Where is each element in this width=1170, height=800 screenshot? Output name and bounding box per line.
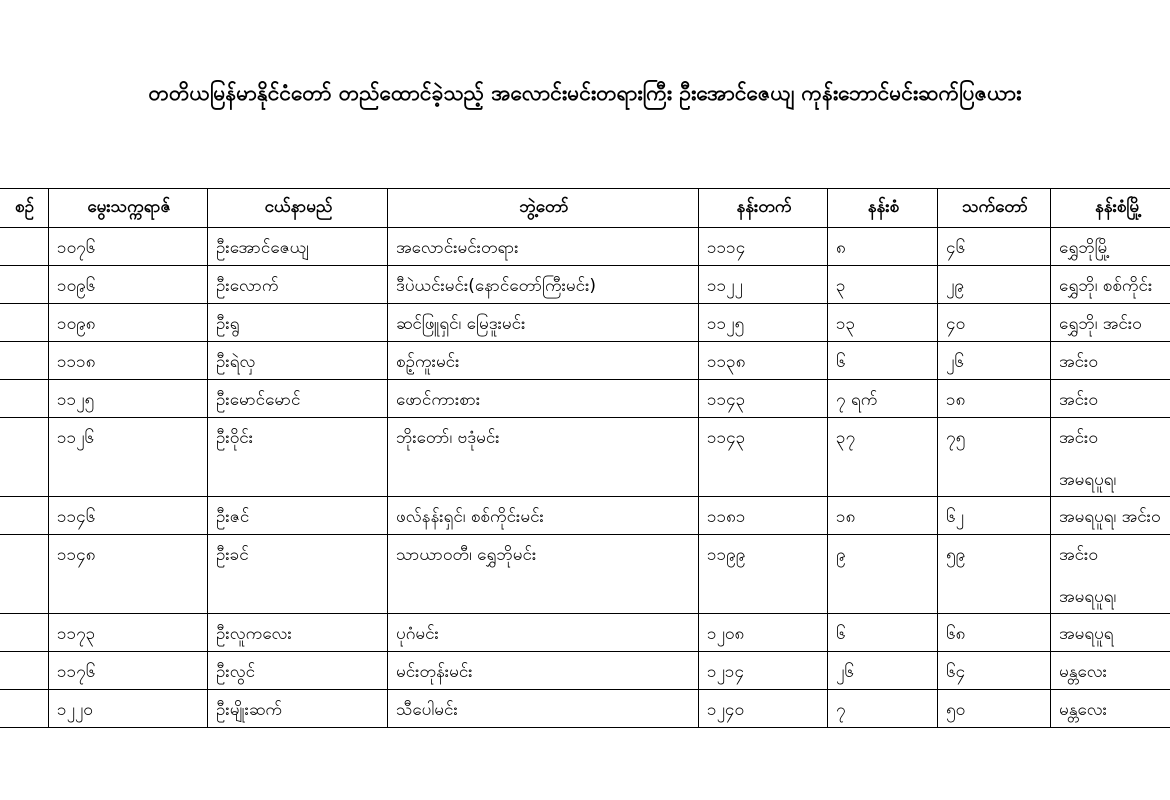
- cell-royal-title: ဘိုးတော်၊ ဗဒုံမင်း: [388, 418, 699, 497]
- table-row: [0, 304, 1170, 342]
- column-header-capital: နန်းစံမြို့: [1051, 189, 1170, 228]
- cell-number: [0, 342, 49, 380]
- table-row: [0, 497, 1170, 535]
- capital-line: မန္တလေး: [1059, 662, 1107, 682]
- cell-birth-year: ၁၁၂၆: [49, 418, 208, 497]
- cell-childhood-name: ဦးမျိုးဆက်: [208, 690, 388, 728]
- cell-accession: ၁၁၁၄: [699, 228, 828, 266]
- cell-royal-title: စဉ့်ကူးမင်း: [388, 342, 699, 380]
- table-body: [0, 228, 1170, 728]
- capital-line: အင်းဝ: [1059, 545, 1098, 565]
- cell-birth-year: ၁၀၇၆: [49, 228, 208, 266]
- cell-childhood-name: ဦးမောင်မောင်: [208, 380, 388, 418]
- cell-capital: [1051, 342, 1170, 380]
- cell-number: [0, 652, 49, 690]
- column-header-age: သက်တော်: [938, 189, 1051, 228]
- table-row: [0, 652, 1170, 690]
- cell-birth-year: ၁၀၉၆: [49, 266, 208, 304]
- column-header-birth-year: မွေးသက္ကရာဇ်: [49, 189, 208, 228]
- cell-accession: ၁၂၀၈: [699, 614, 828, 652]
- table-header-row: [0, 189, 1170, 228]
- cell-age: ၂၉: [938, 266, 1051, 304]
- table-row: [0, 380, 1170, 418]
- cell-birth-year: ၁၁၇၆: [49, 652, 208, 690]
- cell-reign-length: ၁၃: [828, 304, 938, 342]
- column-header-reign-length: နန်းစံ: [828, 189, 938, 228]
- capital-line: အင်းဝ: [1059, 390, 1098, 410]
- cell-capital: [1051, 690, 1170, 728]
- cell-reign-length: ၇: [828, 690, 938, 728]
- cell-royal-title: ဖောင်ကားစား: [388, 380, 699, 418]
- cell-reign-length: ၉: [828, 535, 938, 614]
- table-row: [0, 418, 1170, 497]
- cell-birth-year: ၁၁၇၃: [49, 614, 208, 652]
- capital-line: ရွှေဘို၊ စစ်ကိုင်း: [1059, 276, 1153, 296]
- cell-age: ၁၈: [938, 380, 1051, 418]
- capital-line: ရွှေဘို၊ အင်းဝ: [1059, 314, 1142, 334]
- cell-birth-year: ၁၁၁၈: [49, 342, 208, 380]
- cell-age: ၇၅: [938, 418, 1051, 497]
- cell-royal-title: ဆင်ဖြူရှင်၊ မြေဒူးမင်း: [388, 304, 699, 342]
- cell-accession: ၁၁၂၅: [699, 304, 828, 342]
- capital-line: အင်းဝ: [1059, 428, 1098, 448]
- cell-birth-year: ၁၀၉၈: [49, 304, 208, 342]
- cell-reign-length: ၃: [828, 266, 938, 304]
- cell-reign-length: ၈: [828, 228, 938, 266]
- cell-capital: [1051, 304, 1170, 342]
- cell-royal-title: ဒီပဲယင်းမင်း(နောင်တော်ကြီးမင်း): [388, 266, 699, 304]
- cell-capital: [1051, 614, 1170, 652]
- cell-childhood-name: ဦးလူကလေး: [208, 614, 388, 652]
- cell-capital: [1051, 652, 1170, 690]
- table-row: [0, 266, 1170, 304]
- column-header-number: စဉ်: [0, 189, 49, 228]
- cell-royal-title: သီပေါမင်း: [388, 690, 699, 728]
- capital-line: အမရပူရ၊: [1059, 587, 1117, 607]
- cell-reign-length: ၇ ရက်: [828, 380, 938, 418]
- cell-number: [0, 497, 49, 535]
- cell-childhood-name: ဦးရဲလှ: [208, 342, 388, 380]
- cell-childhood-name: ဦးလွင်: [208, 652, 388, 690]
- column-header-royal-title: ဘွဲ့တော်: [388, 189, 699, 228]
- cell-childhood-name: ဦးရွ: [208, 304, 388, 342]
- cell-accession: ၁၁၃၈: [699, 342, 828, 380]
- cell-age: ၅၉: [938, 535, 1051, 614]
- cell-capital: [1051, 418, 1170, 497]
- cell-birth-year: ၁၂၂၀: [49, 690, 208, 728]
- cell-childhood-name: ဦးလောက်: [208, 266, 388, 304]
- cell-age: ၆၄: [938, 652, 1051, 690]
- cell-number: [0, 304, 49, 342]
- cell-royal-title: မင်းတုန်းမင်း: [388, 652, 699, 690]
- cell-reign-length: ၁၈: [828, 497, 938, 535]
- table-row: [0, 342, 1170, 380]
- cell-age: ၄၀: [938, 304, 1051, 342]
- capital-line: အမရပူရ၊: [1059, 470, 1117, 490]
- cell-birth-year: ၁၁၄၈: [49, 535, 208, 614]
- cell-childhood-name: ဦးဝိုင်း: [208, 418, 388, 497]
- table-row: [0, 690, 1170, 728]
- cell-accession: ၁၂၁၄: [699, 652, 828, 690]
- cell-capital: [1051, 266, 1170, 304]
- cell-accession: ၁၁၂၂: [699, 266, 828, 304]
- table-row: [0, 228, 1170, 266]
- cell-childhood-name: ဦးဇင်: [208, 497, 388, 535]
- cell-accession: ၁၂၄၀: [699, 690, 828, 728]
- cell-royal-title: ဖလ်နန်းရှင်၊ စစ်ကိုင်းမင်း: [388, 497, 699, 535]
- cell-age: ၅၀: [938, 690, 1051, 728]
- cell-reign-length: ၃၇: [828, 418, 938, 497]
- cell-capital: [1051, 535, 1170, 614]
- cell-capital: [1051, 497, 1170, 535]
- column-header-accession: နန်းတက်: [699, 189, 828, 228]
- cell-age: ၂၆: [938, 342, 1051, 380]
- dynasty-table: [0, 188, 1170, 728]
- table-row: [0, 535, 1170, 614]
- cell-royal-title: သာယာဝတီ၊ ရွှေဘိုမင်း: [388, 535, 699, 614]
- column-header-childhood-name: ငယ်နာမည်: [208, 189, 388, 228]
- cell-capital: [1051, 228, 1170, 266]
- cell-accession: ၁၁၄၃: [699, 380, 828, 418]
- capital-line: အမရပူရ၊ အင်းဝ: [1059, 507, 1161, 527]
- cell-birth-year: ၁၁၂၅: [49, 380, 208, 418]
- cell-capital: [1051, 380, 1170, 418]
- cell-age: ၆၈: [938, 614, 1051, 652]
- cell-number: [0, 228, 49, 266]
- cell-age: ၄၆: [938, 228, 1051, 266]
- cell-childhood-name: ဦးခင်: [208, 535, 388, 614]
- cell-number: [0, 690, 49, 728]
- dynasty-table-container: [0, 188, 1170, 728]
- cell-reign-length: ၂၆: [828, 652, 938, 690]
- cell-childhood-name: ဦးအောင်ဇေယျ: [208, 228, 388, 266]
- cell-number: [0, 535, 49, 614]
- cell-reign-length: ၆: [828, 342, 938, 380]
- cell-number: [0, 614, 49, 652]
- cell-royal-title: ပုဂံမင်း: [388, 614, 699, 652]
- capital-line: မန္တလေး: [1059, 700, 1107, 720]
- cell-accession: ၁၁၉၉: [699, 535, 828, 614]
- cell-birth-year: ၁၁၄၆: [49, 497, 208, 535]
- table-row: [0, 614, 1170, 652]
- cell-accession: ၁၁၈၁: [699, 497, 828, 535]
- cell-number: [0, 380, 49, 418]
- cell-accession: ၁၁၄၃: [699, 418, 828, 497]
- page-title: တတိယမြန်မာနိုင်ငံတော် တည်ထောင်ခဲ့သည့် အလောင်းမင်းတရားကြီး ဦးအောင်ဇေယျ ကုန်းဘောင်မင်းဆက်ပြဇယား: [148, 81, 1022, 105]
- cell-age: ၆၂: [938, 497, 1051, 535]
- capital-line: အမရပူရ: [1059, 624, 1114, 644]
- capital-line: အင်းဝ: [1059, 352, 1098, 372]
- cell-number: [0, 418, 49, 497]
- cell-royal-title: အလောင်းမင်းတရား: [388, 228, 699, 266]
- cell-number: [0, 266, 49, 304]
- capital-line: ရွှေဘိုမြို့: [1059, 238, 1110, 258]
- cell-reign-length: ၆: [828, 614, 938, 652]
